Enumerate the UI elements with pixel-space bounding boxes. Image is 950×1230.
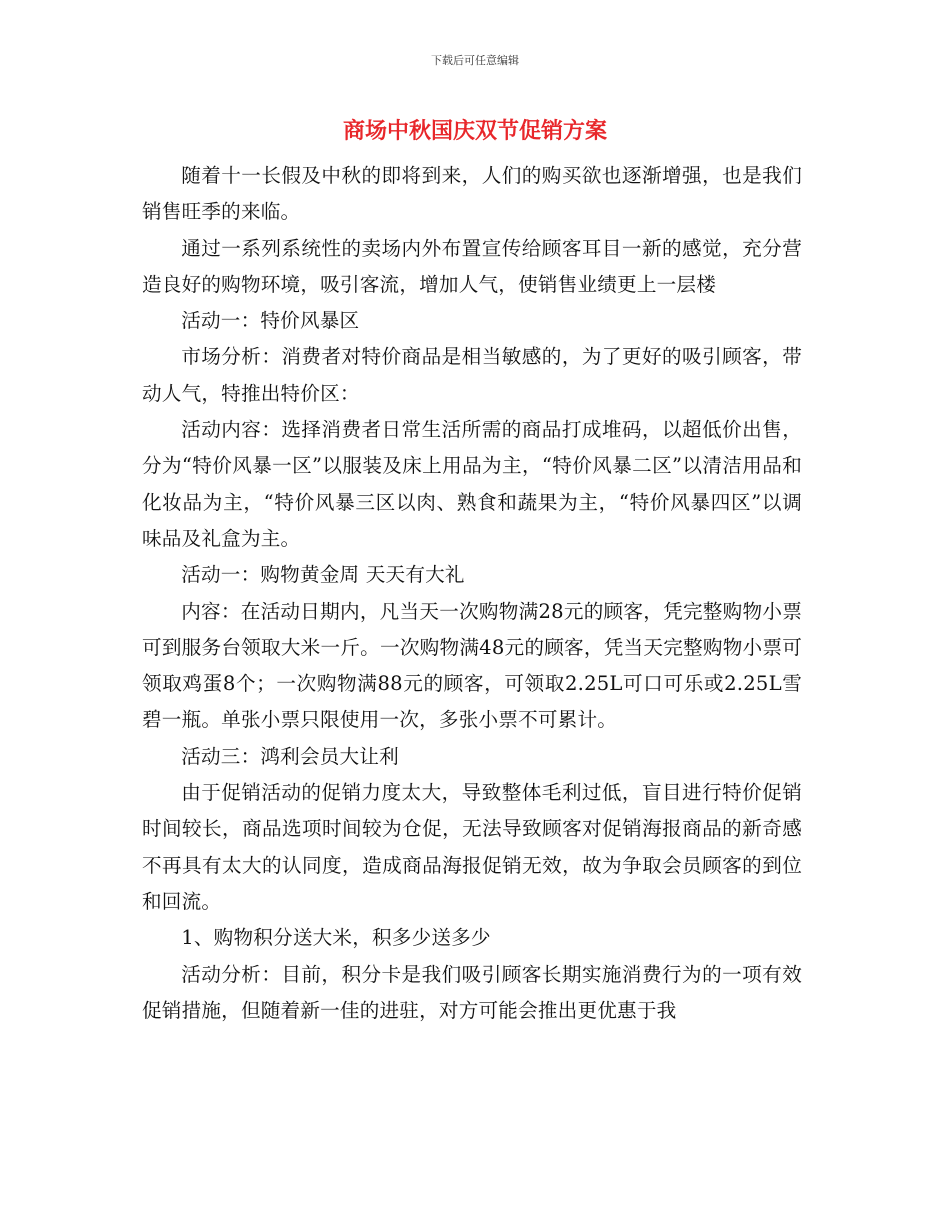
paragraph: 内容：在活动日期内，凡当天一次购物满28元的顾客，凭完整购物小票可到服务台领取大米一斤。一次购物满48元的顾客，凭当天完整购物小票可领取鸡蛋8个；一次购物满88元的顾客，可领取2.25L可口可乐或2.25L雪碧一瓶。单张小票只限使用一次，多张小票不可累计。 bbox=[142, 599, 802, 732]
paragraph: 由于促销活动的促销力度太大，导致整体毛利过低，盲目进行特价促销时间较长，商品选项时间较为仓促，无法导致顾客对促销海报商品的新奇感不再具有太大的认同度，造成商品海报促销无效，故为争取会员顾客的到位和回流。 bbox=[142, 781, 802, 913]
paragraph: 活动分析：目前，积分卡是我们吸引顾客长期实施消费行为的一项有效促销措施，但随着新一佳的进驻，对方可能会推出更优惠于我 bbox=[142, 962, 802, 1022]
section-heading: 活动一：特价风暴区 bbox=[181, 309, 360, 333]
paragraph: 市场分析：消费者对特价商品是相当敏感的，为了更好的吸引顾客，带动人气，特推出特价区： bbox=[142, 345, 802, 405]
paragraph: 通过一系列系统性的卖场内外布置宣传给顾客耳目一新的感觉，充分营造良好的购物环境，吸引客流，增加人气，使销售业绩更上一层楼 bbox=[142, 236, 802, 296]
paragraph: 活动内容：选择消费者日常生活所需的商品打成堆码，以超低价出售，分为“特价风暴一区”以服装及床上用品为主，“特价风暴二区”以清洁用品和化妆品为主，“特价风暴三区以肉、熟食和蔬果为主，“特价风暴四区”以调味品及礼盒为主。 bbox=[142, 418, 802, 550]
section-heading: 活动一：购物黄金周 天天有大礼 bbox=[181, 563, 465, 587]
section-heading: 1、购物积分送大米，积多少送多少 bbox=[181, 926, 491, 950]
document-title: 商场中秋国庆双节促销方案 bbox=[342, 119, 607, 144]
section-heading: 活动三：鸿利会员大让利 bbox=[181, 744, 399, 768]
document-body bbox=[142, 158, 802, 1029]
paragraph: 随着十一长假及中秋的即将到来，人们的购买欲也逐渐增强，也是我们销售旺季的来临。 bbox=[142, 164, 802, 224]
page-header-note: 下载后可任意编辑 bbox=[431, 54, 519, 67]
